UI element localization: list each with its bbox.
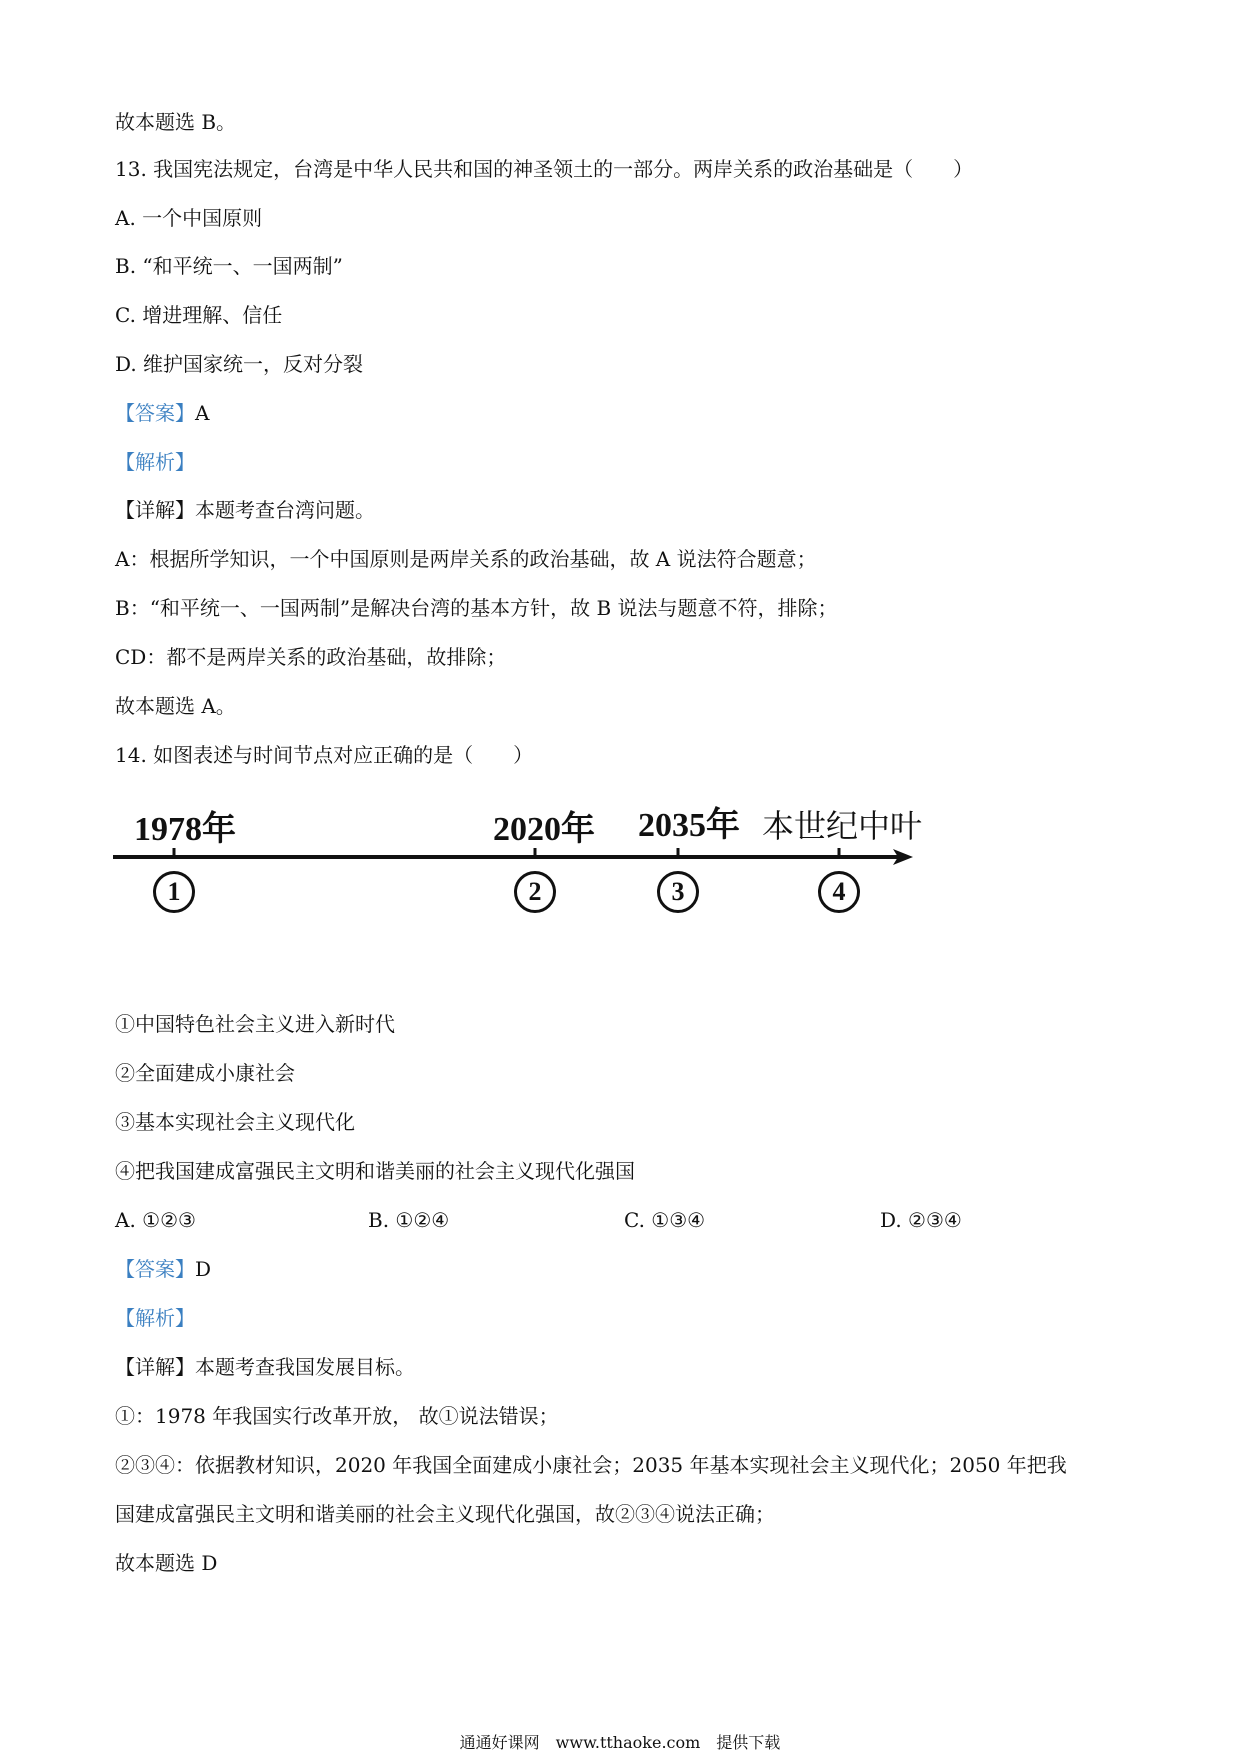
q13-explanation-2: A：根据所学知识，一个中国原则是两岸关系的政治基础，故 A 说法符合题意； — [115, 547, 817, 571]
timeline-label-1978: 1978年 — [134, 811, 236, 848]
q13-answer-tag: 【答案】 — [115, 401, 195, 425]
q14-stem: 14. 如图表述与时间节点对应正确的是（ ） — [115, 743, 534, 767]
timeline-marker-2: 2 — [514, 871, 556, 913]
q13-answer-value: A — [195, 401, 210, 425]
timeline-marker-4: 4 — [818, 871, 860, 913]
q14-explanation-5: 故本题选 D — [115, 1551, 218, 1575]
q14-analysis-tag: 【解析】 — [115, 1306, 195, 1330]
q13-option-d: D. 维护国家统一，反对分裂 — [115, 352, 364, 376]
q14-option-c: C. ①③④ — [624, 1208, 706, 1232]
timeline-label-2035: 2035年 — [638, 807, 740, 844]
timeline-marker-3: 3 — [657, 871, 699, 913]
q13-explanation-4: CD：都不是两岸关系的政治基础，故排除； — [115, 645, 507, 669]
timeline-axis-arrow — [113, 842, 913, 872]
q13-explanation-1: 【详解】本题考查台湾问题。 — [115, 498, 375, 522]
q14-statement-2: ②全面建成小康社会 — [115, 1061, 295, 1085]
q14-option-d: D. ②③④ — [880, 1208, 962, 1232]
q13-explanation-5: 故本题选 A。 — [115, 694, 236, 718]
q14-statement-3: ③基本实现社会主义现代化 — [115, 1110, 355, 1134]
q13-option-b: B. “和平统一、一国两制” — [115, 254, 343, 278]
q14-answer-tag: 【答案】 — [115, 1257, 195, 1281]
timeline-marker-1: 1 — [153, 871, 195, 913]
q14-explanation-4: 国建成富强民主文明和谐美丽的社会主义现代化强国，故②③④说法正确； — [115, 1502, 775, 1526]
timeline-label-2020: 2020年 — [493, 811, 595, 848]
q13-option-c: C. 增进理解、信任 — [115, 303, 283, 327]
page-footer: 通通好课网 www.tthaoke.com 提供下载 — [459, 1733, 781, 1752]
timeline-label-mid-century: 本世纪中叶 — [762, 807, 923, 845]
q13-answer-line — [115, 401, 209, 425]
q13-analysis-tag: 【解析】 — [115, 450, 195, 474]
q14-explanation-3: ②③④：依据教材知识，2020 年我国全面建成小康社会；2035 年基本实现社会主义现代化；2050 年把我 — [115, 1453, 1067, 1477]
q14-answer-line — [115, 1257, 211, 1281]
q14-answer-value: D — [195, 1257, 212, 1281]
q14-statement-4: ④把我国建成富强民主文明和谐美丽的社会主义现代化强国 — [115, 1159, 635, 1183]
q14-explanation-1: 【详解】本题考查我国发展目标。 — [115, 1355, 415, 1379]
q14-option-a: A. ①②③ — [115, 1208, 196, 1232]
q14-statement-1: ①中国特色社会主义进入新时代 — [115, 1012, 395, 1036]
q13-stem: 13. 我国宪法规定，台湾是中华人民共和国的神圣领土的一部分。两岸关系的政治基础是（ ） — [115, 157, 974, 181]
q13-option-a: A. 一个中国原则 — [115, 206, 263, 230]
prev-conclusion: 故本题选 B。 — [115, 110, 237, 134]
q14-option-b: B. ①②④ — [368, 1208, 450, 1232]
q14-explanation-2: ①：1978 年我国实行改革开放， 故①说法错误； — [115, 1404, 559, 1428]
q13-explanation-3: B：“和平统一、一国两制”是解决台湾的基本方针，故 B 说法与题意不符，排除； — [115, 596, 838, 620]
